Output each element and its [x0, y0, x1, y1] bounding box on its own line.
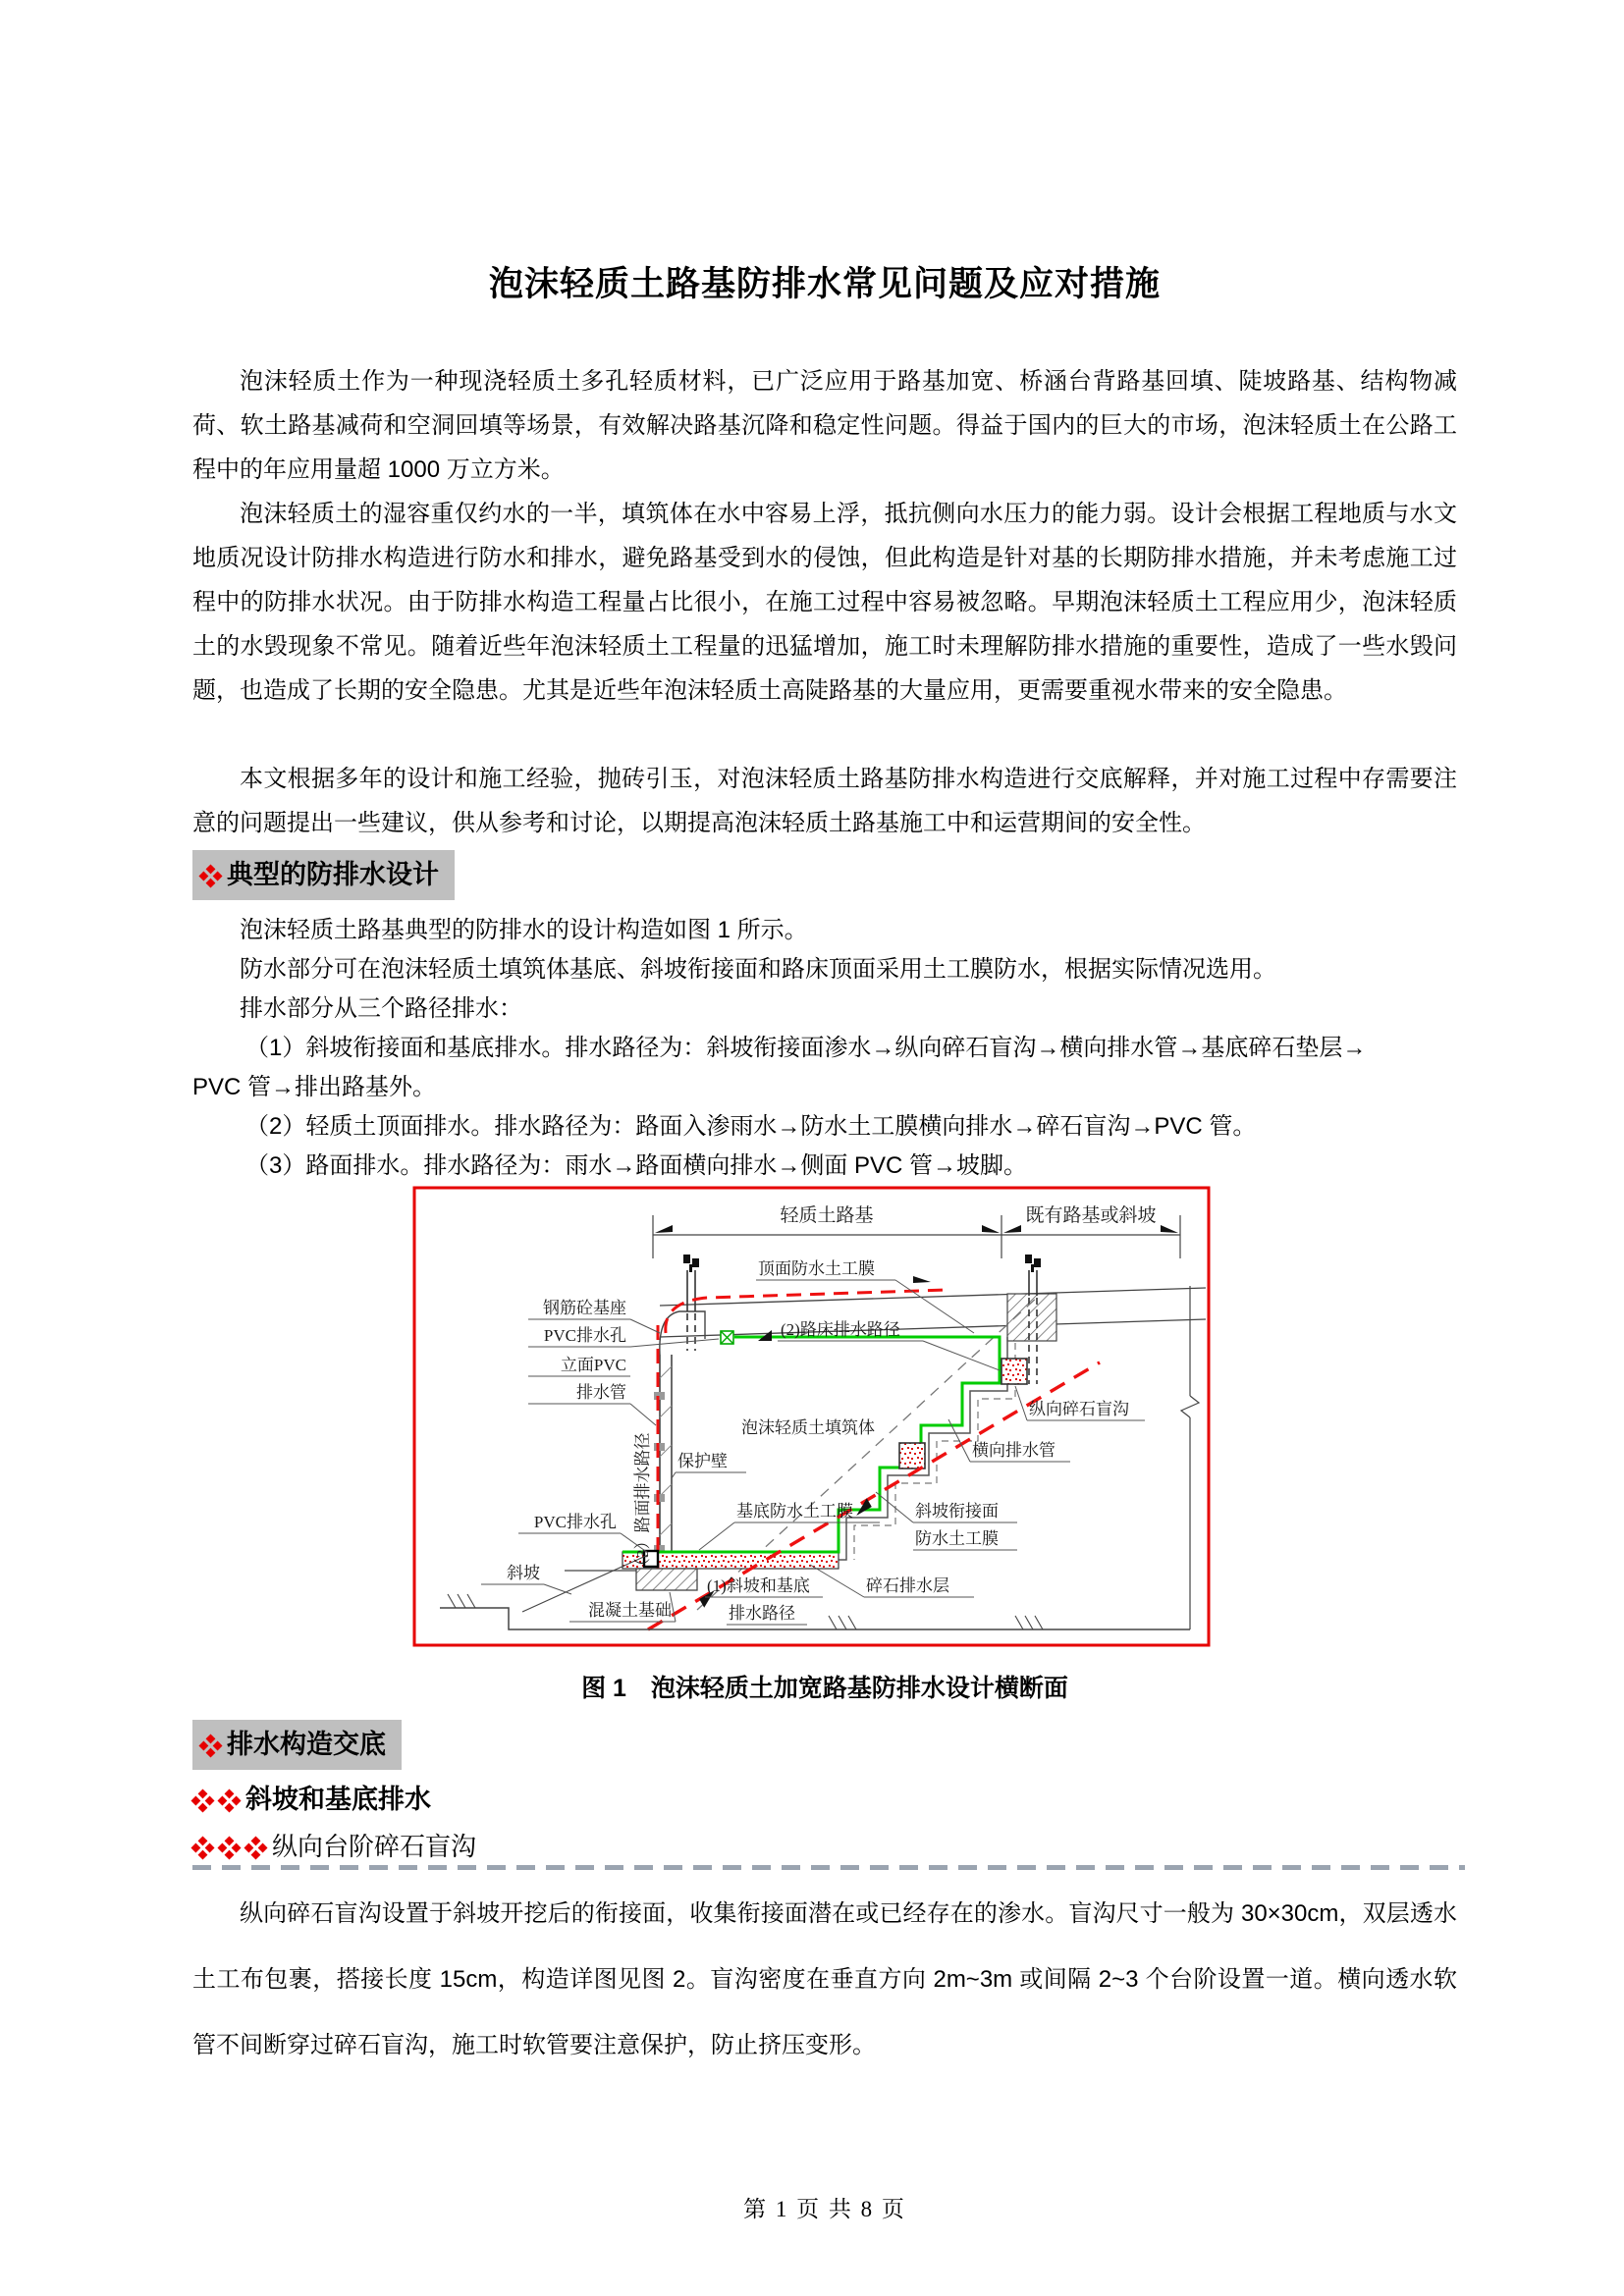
figure-label-rebar-base: 钢筋砼基座	[543, 1299, 626, 1317]
subsection-heading-label: 斜坡和基底排水	[245, 1785, 431, 1814]
section-heading-label: 典型的防排水设计	[227, 860, 439, 889]
figure-label-slope-joint-line1: 斜坡衔接面	[915, 1502, 999, 1521]
figure-label-gravel-layer: 碎石排水层	[866, 1576, 949, 1595]
drain-path-item-2: （2）轻质土顶面排水。排水路径为：路面入渗雨水→防水土工膜横向排水→碎石盲沟→PVC 管。	[245, 1113, 1257, 1140]
figure-label-lightweight-roadbed: 轻质土路基	[780, 1205, 874, 1226]
diamond-marker-icon	[217, 1836, 241, 1859]
page-title: 泡沫轻质土路基防排水常见问题及应对措施	[488, 265, 1161, 303]
drain-path-item-1: （1）斜坡衔接面和基底排水。排水路径为：斜坡衔接面渗水→纵向碎石盲沟→横向排水管→基底碎石垫层→	[245, 1035, 1367, 1061]
figure-label-path2: (2)路床排水路径	[781, 1320, 900, 1339]
section-heading-typical-design	[192, 850, 455, 900]
section-heading-label: 排水构造交底	[227, 1730, 386, 1759]
figure-label-pvc-hole-bottom: PVC排水孔	[533, 1513, 617, 1531]
figure-label-concrete-foundation: 混凝土基础	[588, 1601, 672, 1620]
longitudinal-blind-drain-upper	[1001, 1359, 1027, 1384]
subsection-heading-slope-base-drainage	[192, 1787, 1457, 1813]
drain-path-item-1-cont: PVC 管→排出路基外。	[192, 1074, 437, 1100]
subsubsection-heading-label: 纵向台阶碎石盲沟	[272, 1832, 477, 1861]
paragraph-longitudinal-drain-detail: 纵向碎石盲沟设置于斜坡开挖后的衔接面，收集衔接面潜在或已经存在的渗水。盲沟尺寸一般为 30×30cm，双层透水土工布包裹，搭接长度 15cm，构造详图见图 2。盲沟密度在垂直方向 2m~3m 或间隔 2~3 个台阶设置一道。横向透水软管不间断穿过碎石盲沟，施工时软管要注意保护，防止挤压变形。	[192, 1900, 1457, 2058]
figure-label-slope-joint-line2: 防水土工膜	[915, 1529, 999, 1548]
figure-label-fill-body: 泡沫轻质土填筑体	[741, 1418, 875, 1437]
dashed-divider	[192, 1865, 1465, 1870]
figure-label-longitudinal-drain: 纵向碎石盲沟	[1029, 1400, 1129, 1418]
diamond-marker-icon	[244, 1836, 267, 1859]
figure-label-top-membrane: 顶面防水土工膜	[758, 1259, 875, 1278]
figure-caption: 图 1 泡沫轻质土加宽路基防排水设计横断面	[581, 1675, 1068, 1702]
figure-label-facade-pvc: 立面PVC	[560, 1356, 626, 1374]
diamond-marker-icon	[198, 1734, 222, 1757]
figure-label-transverse-pipe: 横向排水管	[972, 1441, 1056, 1460]
drain-path-item-3: （3）路面排水。排水路径为：雨水→路面横向排水→侧面 PVC 管→坡脚。	[245, 1152, 1028, 1179]
figure-label-base-membrane: 基底防水土工膜	[736, 1502, 853, 1521]
figure-label-path3-vertical: （3）路面排水路径	[633, 1432, 652, 1575]
design-line: 防水部分可在泡沫轻质土填筑体基底、斜坡衔接面和路床顶面采用土工膜防水，根据实际情况选用。	[240, 956, 1276, 983]
figure-label-path1-line2: 排水路径	[729, 1604, 795, 1623]
diamond-marker-icon	[217, 1789, 241, 1812]
diamond-marker-icon	[190, 1789, 214, 1812]
diamond-marker-icon	[190, 1836, 214, 1859]
longitudinal-blind-drain-lower	[899, 1443, 925, 1468]
figure-label-pvc-hole-top: PVC排水孔	[543, 1326, 626, 1345]
figure-label-existing-roadbed: 既有路基或斜坡	[1025, 1205, 1157, 1226]
paragraph-purpose: 本文根据多年的设计和施工经验，抛砖引玉，对泡沫轻质土路基防排水构造进行交底解释，并对施工过程中存需要注意的问题提出一些建议，供从参考和讨论，以期提高泡沫轻质土路基施工中和运营期间的安全性。	[192, 766, 1457, 836]
section-heading-drainage-briefing	[192, 1720, 402, 1770]
paragraph-intro: 泡沫轻质土作为一种现浇轻质土多孔轻质材料，已广泛应用于路基加宽、桥涵台背路基回填、陡坡路基、结构物减荷、软土路基减荷和空洞回填等场景，有效解决路基沉降和稳定性问题。得益于国内的巨大的市场，泡沫轻质土在公路工程中的年应用量超 1000 万立方米。	[192, 368, 1457, 483]
paragraph-problem: 泡沫轻质土的湿容重仅约水的一半，填筑体在水中容易上浮，抵抗侧向水压力的能力弱。设计会根据工程地质与水文地质况设计防排水构造进行防水和排水，避免路基受到水的侵蚀，但此构造是针对基的长期防排水措施，并未考虑施工过程中的防排水状况。由于防排水构造工程量占比很小，在施工过程中容易被忽略。早期泡沫轻质土工程应用少，泡沫轻质土的水毁现象不常见。随着近些年泡沫轻质土工程量的迅猛增加，施工时未理解防排水措施的重要性，造成了一些水毁问题，也造成了长期的安全隐患。尤其是近些年泡沫轻质土高陡路基的大量应用，更需要重视水带来的安全隐患。	[192, 501, 1457, 704]
cross-section-drawing	[412, 1186, 1211, 1647]
figure-label-slope: 斜坡	[507, 1564, 540, 1582]
diamond-marker-icon	[198, 864, 222, 887]
figure-label-path1-line1: (1)斜坡和基底	[707, 1576, 810, 1595]
design-line: 排水部分从三个路径排水：	[240, 995, 522, 1022]
design-line: 泡沫轻质土路基典型的防排水的设计构造如图 1 所示。	[240, 917, 808, 943]
page-number-footer: 第 1 页 共 8 页	[743, 2197, 906, 2221]
figure-label-protective-wall: 保护壁	[677, 1452, 728, 1470]
figure-1-cross-section	[412, 1186, 1211, 1647]
figure-label-drain-pipe: 排水管	[576, 1383, 626, 1402]
subsubsection-heading-longitudinal-drain	[192, 1834, 1457, 1859]
design-description-block	[192, 911, 1465, 1186]
side-drain-outlet	[721, 1331, 733, 1344]
